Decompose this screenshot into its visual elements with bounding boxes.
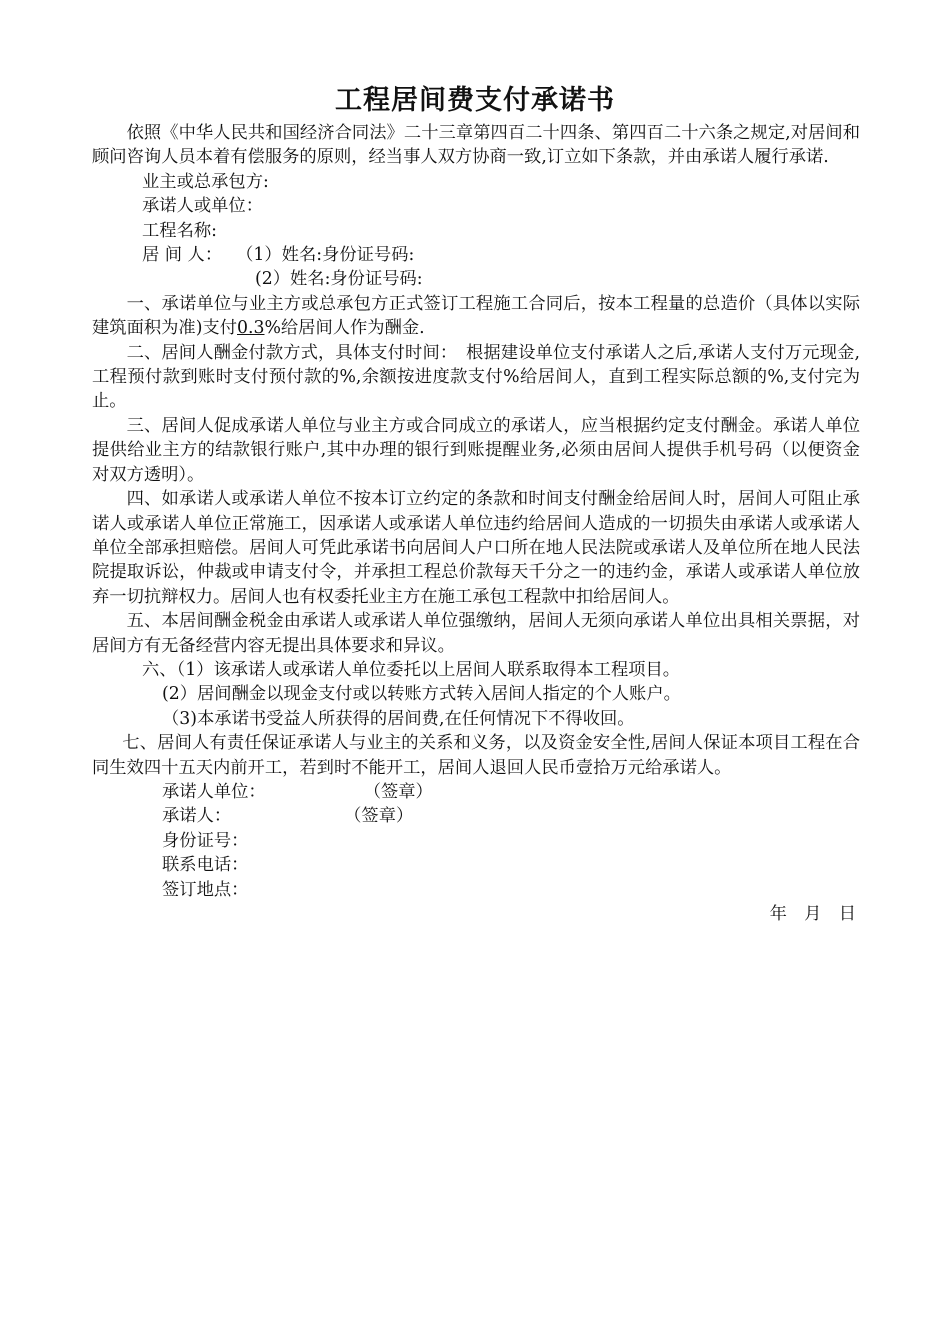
clause-6-3: （3)本承诺书受益人所获得的居间费,在任何情况下不得收回。 bbox=[162, 708, 635, 729]
clause-6-2: (2）居间酬金以现金支付或以转账方式转入居间人指定的个人账户。 bbox=[162, 684, 681, 705]
sign-phone-field: 联系电话： bbox=[162, 855, 249, 876]
clause-4: 四、如承诺人或承诺人单位不按本订立约定的条款和时间支付酬金给居间人时，居间人可阻止承诺人或承诺人单位正常施工，因承诺人或承诺人单位违约给居间人造成的一切损失由承诺人或承诺人单位全部承担赔偿。居间人可凭此承诺书向居间人户口所在地人民法院或承诺人及单位所在地人民法院提取诉讼，仲裁或申请支付令，并承担工程总价款每天千分之一的违约金，承诺人或承诺人单位放弃一切抗辩权力。居间人也有权委托业主方在施工承包工程款中扣给居间人。 bbox=[92, 489, 860, 607]
clause-1 bbox=[92, 292, 860, 341]
owner-field: 业主或总承包方: bbox=[142, 171, 269, 192]
sign-person-label: 承诺人： bbox=[162, 806, 232, 827]
document-title: 工程居间费支付承诺书 bbox=[335, 85, 615, 116]
sign-unit-label: 承诺人单位： bbox=[162, 781, 266, 802]
sign-date: 年 月 日 bbox=[769, 904, 856, 924]
sign-person-line bbox=[92, 804, 860, 828]
clause-5: 五、本居间酬金税金由承诺人或承诺人单位强缴纳，居间人无须向承诺人单位出具相关票据，对居间方有无备经营内容无提出具体要求和异议。 bbox=[92, 611, 860, 656]
clause-2: 二、居间人酬金付款方式，具体支付时间： 根据建设单位支付承诺人之后,承诺人支付万元现金,工程预付款到账时支付预付款的%,余额按进度款支付%给居间人，直到工程实际总额的%,支付完为止。 bbox=[92, 342, 860, 412]
sign-place-field: 签订地点： bbox=[162, 879, 249, 900]
project-name-field: 工程名称: bbox=[142, 220, 217, 241]
clause-7: 七、居间人有责任保证承诺人与业主的关系和义务，以及资金安全性,居间人保证本项目工程在合同生效四十五天内前开工，若到时不能开工，居间人退回人民币壹拾万元给承诺人。 bbox=[92, 733, 860, 778]
broker-label: 居 间 人： bbox=[142, 245, 223, 266]
sign-unit-seal: （签章） bbox=[363, 781, 433, 802]
broker-2-field: (2）姓名:身份证号码: bbox=[255, 269, 423, 290]
intro-paragraph: 依照《中华人民共和国经济合同法》二十三章第四百二十四条、第四百二十六条之规定,对居间和顾问咨询人员本着有偿服务的原则，经当事人双方协商一致,订立如下条款，并由承诺人履行承诺. bbox=[92, 123, 860, 168]
clause-1-text: 一、承诺单位与业主方或总承包方正式签订工程施工合同后，按本工程量的总造价（具体以实际建筑面积为准)支付 bbox=[92, 293, 860, 339]
document-body bbox=[92, 121, 860, 926]
sign-unit-line bbox=[92, 780, 860, 804]
sign-person-seal: （签章） bbox=[344, 806, 414, 827]
clause-1-text-end: %给居间人作为酬金. bbox=[264, 318, 425, 339]
broker-line-1 bbox=[92, 243, 860, 267]
promisor-field: 承诺人或单位： bbox=[142, 196, 263, 217]
broker-1-field: （1）姓名:身份证号码: bbox=[236, 245, 415, 266]
sign-id-field: 身份证号： bbox=[162, 830, 249, 851]
commission-rate: 0.3 bbox=[237, 318, 265, 339]
clause-3: 三、居间人促成承诺人单位与业主方或合同成立的承诺人，应当根据约定支付酬金。承诺人单位提供给业主方的结款银行账户,其中办理的银行到账提醒业务,必须由居间人提供手机号码（以便资金对双方透明）。 bbox=[92, 415, 860, 485]
clause-6-1: 六、（1）该承诺人或承诺人单位委托以上居间人联系取得本工程项目。 bbox=[142, 659, 681, 680]
